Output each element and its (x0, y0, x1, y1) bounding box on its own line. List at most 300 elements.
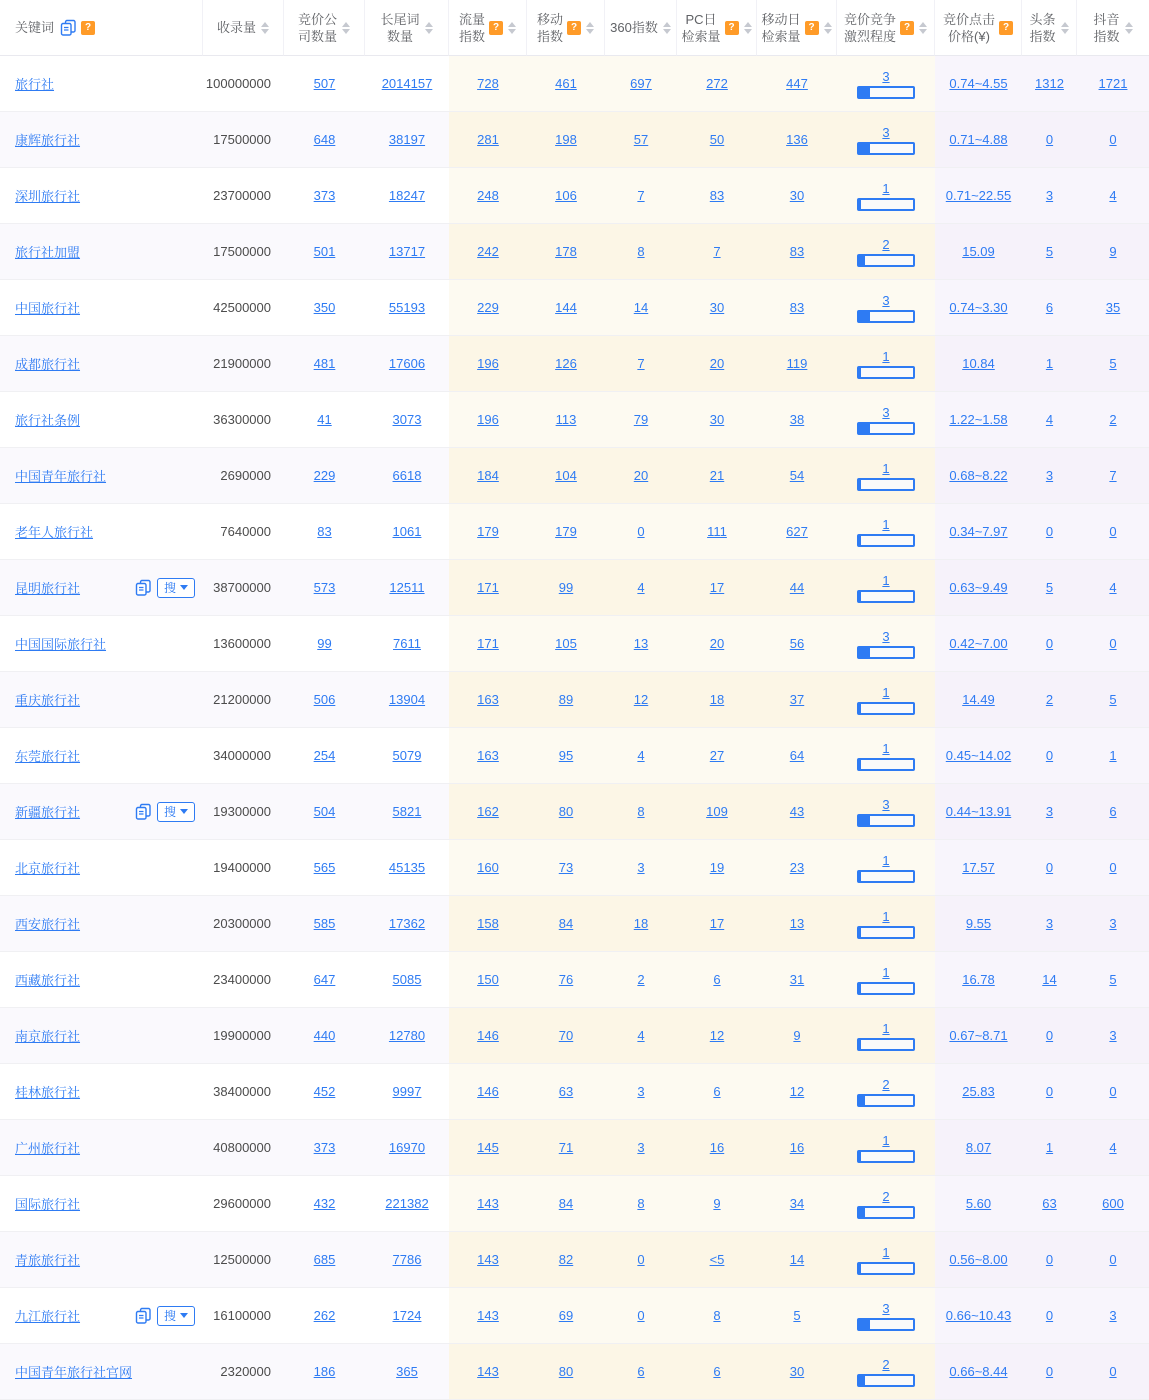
keyword-link[interactable]: 康辉旅行社 (15, 133, 81, 148)
pc_daily-link[interactable]: 7 (713, 244, 721, 259)
competition-level-link[interactable]: 3 (882, 68, 890, 84)
help-icon[interactable]: ? (81, 21, 95, 35)
companies-link[interactable]: 83 (317, 524, 332, 539)
keyword-link[interactable]: 中国青年旅行社 (15, 469, 107, 484)
companies-link[interactable]: 186 (313, 1364, 336, 1379)
longtail-link[interactable]: 12780 (388, 1028, 426, 1043)
keyword-link[interactable]: 中国旅行社 (15, 301, 81, 316)
keyword-link[interactable]: 北京旅行社 (15, 861, 81, 876)
mobile-link[interactable]: 95 (558, 748, 574, 763)
longtail-link[interactable]: 16970 (388, 1140, 426, 1155)
traffic-link[interactable]: 146 (477, 1084, 499, 1099)
mobile_daily-link[interactable]: 54 (789, 468, 805, 483)
companies-link[interactable]: 506 (313, 692, 336, 707)
toutiao-link[interactable]: 2 (1045, 692, 1054, 707)
search-dropdown-button[interactable] (157, 578, 195, 598)
pc_daily-link[interactable]: 17 (709, 916, 725, 931)
idx360-link[interactable]: 2 (637, 972, 645, 987)
price-link[interactable]: 15.09 (962, 244, 995, 259)
douyin-link[interactable]: 5 (1109, 692, 1117, 707)
pc_daily-link[interactable]: 18 (709, 692, 725, 707)
companies-link[interactable]: 432 (313, 1196, 336, 1211)
idx360-link[interactable]: 0 (637, 1308, 645, 1323)
traffic-link[interactable]: 184 (477, 468, 499, 483)
mobile_daily-link[interactable]: 56 (789, 636, 805, 651)
mobile-link[interactable]: 104 (555, 468, 577, 483)
mobile_daily-link[interactable]: 44 (789, 580, 805, 595)
price-link[interactable]: 10.84 (962, 356, 995, 371)
idx360-link[interactable]: 8 (637, 804, 645, 819)
pc_daily-link[interactable]: 21 (709, 468, 725, 483)
competition-level-link[interactable]: 1 (882, 180, 890, 196)
traffic-link[interactable]: 145 (477, 1140, 499, 1155)
sort-icon[interactable] (425, 22, 433, 34)
mobile_daily-link[interactable]: 43 (789, 804, 805, 819)
longtail-link[interactable]: 17362 (388, 916, 426, 931)
douyin-link[interactable]: 3 (1109, 1028, 1117, 1043)
pc_daily-link[interactable]: 30 (709, 300, 725, 315)
competition-level-link[interactable]: 3 (882, 404, 890, 420)
price-link[interactable]: 0.66~10.43 (945, 1308, 1012, 1323)
companies-link[interactable]: 254 (313, 748, 336, 763)
price-link[interactable]: 0.42~7.00 (949, 636, 1008, 651)
douyin-link[interactable]: 3 (1109, 1308, 1117, 1323)
pc_daily-link[interactable]: 272 (706, 76, 728, 91)
pc_daily-link[interactable]: 17 (709, 580, 725, 595)
competition-level-link[interactable]: 2 (882, 236, 890, 252)
douyin-link[interactable]: 6 (1109, 804, 1117, 819)
mobile-link[interactable]: 76 (558, 972, 574, 987)
price-link[interactable]: 0.56~8.00 (949, 1252, 1008, 1267)
longtail-link[interactable]: 5079 (392, 748, 422, 763)
traffic-link[interactable]: 179 (477, 524, 499, 539)
traffic-link[interactable]: 281 (477, 132, 499, 147)
mobile_daily-link[interactable]: 119 (786, 356, 808, 371)
pc_daily-link[interactable]: 30 (709, 412, 725, 427)
longtail-link[interactable]: 6618 (392, 468, 422, 483)
competition-level-link[interactable]: 3 (882, 796, 890, 812)
mobile-link[interactable]: 106 (555, 188, 577, 203)
pc_daily-link[interactable]: 50 (709, 132, 725, 147)
traffic-link[interactable]: 160 (477, 860, 499, 875)
mobile-link[interactable]: 80 (558, 804, 574, 819)
competition-level-link[interactable]: 1 (882, 572, 890, 588)
toutiao-link[interactable]: 0 (1045, 1252, 1054, 1267)
douyin-link[interactable]: 5 (1109, 356, 1117, 371)
sort-icon[interactable] (508, 22, 516, 34)
sort-icon[interactable] (663, 22, 671, 34)
longtail-link[interactable]: 13717 (388, 244, 426, 259)
sort-icon[interactable] (824, 22, 832, 34)
competition-level-link[interactable]: 1 (882, 516, 890, 532)
mobile_daily-link[interactable]: 5 (793, 1308, 801, 1323)
keyword-link[interactable]: 深圳旅行社 (15, 189, 81, 204)
price-link[interactable]: 0.66~8.44 (949, 1364, 1008, 1379)
sort-icon[interactable] (919, 22, 927, 34)
pc_daily-link[interactable]: 109 (706, 804, 728, 819)
pc_daily-link[interactable]: 8 (713, 1308, 721, 1323)
companies-link[interactable]: 262 (313, 1308, 336, 1323)
competition-level-link[interactable]: 2 (882, 1188, 890, 1204)
help-icon[interactable]: ? (900, 21, 914, 35)
traffic-link[interactable]: 150 (477, 972, 499, 987)
idx360-link[interactable]: 3 (637, 1084, 645, 1099)
idx360-link[interactable]: 12 (633, 692, 649, 707)
competition-level-link[interactable]: 1 (882, 684, 890, 700)
traffic-link[interactable]: 248 (477, 188, 499, 203)
sort-icon[interactable] (261, 22, 269, 34)
keyword-link[interactable]: 桂林旅行社 (15, 1085, 81, 1100)
mobile-link[interactable]: 113 (555, 412, 577, 427)
mobile-link[interactable]: 70 (558, 1028, 574, 1043)
douyin-link[interactable]: 0 (1109, 1084, 1117, 1099)
douyin-link[interactable]: 600 (1102, 1196, 1124, 1211)
keyword-link[interactable]: 九江旅行社 (15, 1309, 81, 1324)
idx360-link[interactable]: 8 (637, 1196, 645, 1211)
competition-level-link[interactable]: 1 (882, 964, 890, 980)
longtail-link[interactable]: 55193 (388, 300, 426, 315)
search-dropdown-button[interactable] (157, 1306, 195, 1326)
competition-level-link[interactable]: 1 (882, 908, 890, 924)
idx360-link[interactable]: 57 (633, 132, 649, 147)
mobile-link[interactable]: 178 (555, 244, 577, 259)
douyin-link[interactable]: 5 (1109, 972, 1117, 987)
longtail-link[interactable]: 38197 (388, 132, 426, 147)
mobile-link[interactable]: 73 (558, 860, 574, 875)
toutiao-link[interactable]: 6 (1045, 300, 1054, 315)
competition-level-link[interactable]: 1 (882, 852, 890, 868)
mobile_daily-link[interactable]: 83 (789, 244, 805, 259)
sort-icon[interactable] (1125, 22, 1133, 34)
traffic-link[interactable]: 143 (477, 1196, 499, 1211)
pc_daily-link[interactable]: <5 (709, 1252, 725, 1267)
competition-level-link[interactable]: 1 (882, 460, 890, 476)
mobile-link[interactable]: 89 (558, 692, 574, 707)
douyin-link[interactable]: 4 (1109, 580, 1117, 595)
longtail-link[interactable]: 2014157 (381, 76, 433, 91)
longtail-link[interactable]: 17606 (388, 356, 426, 371)
companies-link[interactable]: 452 (313, 1084, 336, 1099)
douyin-link[interactable]: 1721 (1098, 76, 1128, 91)
price-link[interactable]: 8.07 (965, 1140, 992, 1155)
keyword-link[interactable]: 东莞旅行社 (15, 749, 81, 764)
toutiao-link[interactable]: 5 (1045, 580, 1054, 595)
longtail-link[interactable]: 18247 (388, 188, 426, 203)
help-icon[interactable]: ? (805, 21, 819, 35)
competition-level-link[interactable]: 3 (882, 1300, 890, 1316)
toutiao-link[interactable]: 4 (1045, 412, 1054, 427)
mobile_daily-link[interactable]: 23 (789, 860, 805, 875)
toutiao-link[interactable]: 0 (1045, 1308, 1054, 1323)
toutiao-link[interactable]: 14 (1042, 972, 1057, 987)
companies-link[interactable]: 373 (313, 188, 336, 203)
idx360-link[interactable]: 3 (637, 860, 645, 875)
douyin-link[interactable]: 4 (1109, 1140, 1117, 1155)
mobile-link[interactable]: 126 (555, 356, 577, 371)
search-dropdown-button[interactable] (157, 802, 195, 822)
keyword-link[interactable]: 南京旅行社 (15, 1029, 81, 1044)
pc_daily-link[interactable]: 6 (713, 972, 721, 987)
keyword-link[interactable]: 西安旅行社 (15, 917, 81, 932)
idx360-link[interactable]: 7 (637, 356, 645, 371)
keyword-link[interactable]: 青旅旅行社 (15, 1253, 81, 1268)
longtail-link[interactable]: 221382 (385, 1196, 429, 1211)
price-link[interactable]: 0.71~4.88 (949, 132, 1008, 147)
toutiao-link[interactable]: 1312 (1035, 76, 1064, 91)
mobile_daily-link[interactable]: 13 (789, 916, 805, 931)
douyin-link[interactable]: 0 (1109, 636, 1117, 651)
toutiao-link[interactable]: 0 (1045, 860, 1054, 875)
companies-link[interactable]: 440 (313, 1028, 336, 1043)
price-link[interactable]: 0.67~8.71 (949, 1028, 1008, 1043)
companies-link[interactable]: 41 (317, 412, 332, 427)
price-link[interactable]: 0.34~7.97 (949, 524, 1008, 539)
traffic-link[interactable]: 143 (477, 1308, 499, 1323)
competition-level-link[interactable]: 3 (882, 124, 890, 140)
idx360-link[interactable]: 4 (637, 748, 645, 763)
pc_daily-link[interactable]: 6 (713, 1364, 721, 1379)
toutiao-link[interactable]: 63 (1042, 1196, 1057, 1211)
idx360-link[interactable]: 0 (637, 1252, 645, 1267)
toutiao-link[interactable]: 5 (1045, 244, 1054, 259)
longtail-link[interactable]: 5821 (392, 804, 422, 819)
traffic-link[interactable]: 171 (477, 636, 499, 651)
mobile_daily-link[interactable]: 136 (786, 132, 808, 147)
traffic-link[interactable]: 728 (477, 76, 499, 91)
idx360-link[interactable]: 79 (633, 412, 649, 427)
price-link[interactable]: 14.49 (962, 692, 995, 707)
idx360-link[interactable]: 7 (637, 188, 645, 203)
pc_daily-link[interactable]: 111 (707, 524, 727, 539)
douyin-link[interactable]: 2 (1109, 412, 1117, 427)
competition-level-link[interactable]: 3 (882, 292, 890, 308)
mobile-link[interactable]: 179 (555, 524, 577, 539)
mobile-link[interactable]: 461 (555, 76, 577, 91)
longtail-link[interactable]: 1061 (392, 524, 422, 539)
copy-icon[interactable] (135, 579, 152, 596)
idx360-link[interactable]: 0 (637, 524, 645, 539)
douyin-link[interactable]: 1 (1109, 748, 1117, 763)
toutiao-link[interactable]: 0 (1045, 1028, 1054, 1043)
traffic-link[interactable]: 163 (477, 748, 499, 763)
companies-link[interactable]: 507 (313, 76, 336, 91)
copy-icon[interactable] (60, 19, 77, 36)
price-link[interactable]: 1.22~1.58 (949, 412, 1008, 427)
toutiao-link[interactable]: 3 (1045, 188, 1054, 203)
mobile_daily-link[interactable]: 627 (786, 524, 808, 539)
traffic-link[interactable]: 171 (477, 580, 499, 595)
keyword-link[interactable]: 中国青年旅行社官网 (15, 1365, 133, 1380)
idx360-link[interactable]: 4 (637, 580, 645, 595)
competition-level-link[interactable]: 2 (882, 1356, 890, 1372)
toutiao-link[interactable]: 0 (1045, 524, 1054, 539)
toutiao-link[interactable]: 0 (1045, 132, 1054, 147)
mobile_daily-link[interactable]: 31 (789, 972, 805, 987)
price-link[interactable]: 0.74~4.55 (949, 76, 1008, 91)
idx360-link[interactable]: 697 (630, 76, 652, 91)
mobile-link[interactable]: 63 (558, 1084, 574, 1099)
toutiao-link[interactable]: 0 (1045, 636, 1054, 651)
idx360-link[interactable]: 4 (637, 1028, 645, 1043)
companies-link[interactable]: 504 (313, 804, 336, 819)
longtail-link[interactable]: 7786 (392, 1252, 422, 1267)
keyword-link[interactable]: 成都旅行社 (15, 357, 81, 372)
toutiao-link[interactable]: 3 (1045, 916, 1054, 931)
price-link[interactable]: 0.71~22.55 (945, 188, 1012, 203)
price-link[interactable]: 17.57 (962, 860, 995, 875)
competition-level-link[interactable]: 2 (882, 1076, 890, 1092)
pc_daily-link[interactable]: 12 (709, 1028, 725, 1043)
mobile-link[interactable]: 144 (555, 300, 577, 315)
toutiao-link[interactable]: 1 (1045, 1140, 1054, 1155)
mobile_daily-link[interactable]: 64 (789, 748, 805, 763)
longtail-link[interactable]: 365 (396, 1364, 418, 1379)
keyword-link[interactable]: 旅行社 (15, 77, 55, 92)
pc_daily-link[interactable]: 9 (713, 1196, 721, 1211)
longtail-link[interactable]: 13904 (388, 692, 426, 707)
idx360-link[interactable]: 14 (633, 300, 649, 315)
douyin-link[interactable]: 0 (1109, 1252, 1117, 1267)
idx360-link[interactable]: 20 (633, 468, 649, 483)
keyword-link[interactable]: 国际旅行社 (15, 1197, 81, 1212)
competition-level-link[interactable]: 1 (882, 1132, 890, 1148)
competition-level-link[interactable]: 3 (882, 628, 890, 644)
mobile_daily-link[interactable]: 16 (789, 1140, 805, 1155)
douyin-link[interactable]: 3 (1109, 916, 1117, 931)
price-link[interactable]: 9.55 (965, 916, 992, 931)
douyin-link[interactable]: 9 (1109, 244, 1117, 259)
longtail-link[interactable]: 9997 (392, 1084, 422, 1099)
pc_daily-link[interactable]: 83 (709, 188, 725, 203)
idx360-link[interactable]: 3 (637, 1140, 645, 1155)
idx360-link[interactable]: 13 (633, 636, 649, 651)
price-link[interactable]: 0.68~8.22 (949, 468, 1008, 483)
copy-icon[interactable] (135, 1307, 152, 1324)
traffic-link[interactable]: 196 (477, 412, 499, 427)
toutiao-link[interactable]: 0 (1045, 1364, 1054, 1379)
keyword-link[interactable]: 中国国际旅行社 (15, 637, 107, 652)
idx360-link[interactable]: 8 (637, 244, 645, 259)
companies-link[interactable]: 501 (313, 244, 336, 259)
idx360-link[interactable]: 18 (633, 916, 649, 931)
mobile_daily-link[interactable]: 34 (789, 1196, 805, 1211)
copy-icon[interactable] (135, 803, 152, 820)
traffic-link[interactable]: 158 (477, 916, 499, 931)
mobile_daily-link[interactable]: 37 (789, 692, 805, 707)
mobile-link[interactable]: 80 (558, 1364, 574, 1379)
mobile-link[interactable]: 84 (558, 1196, 574, 1211)
mobile_daily-link[interactable]: 447 (786, 76, 808, 91)
mobile_daily-link[interactable]: 9 (793, 1028, 801, 1043)
douyin-link[interactable]: 0 (1109, 132, 1117, 147)
toutiao-link[interactable]: 1 (1045, 356, 1054, 371)
keyword-link[interactable]: 广州旅行社 (15, 1141, 81, 1156)
companies-link[interactable]: 648 (313, 132, 336, 147)
companies-link[interactable]: 350 (313, 300, 336, 315)
companies-link[interactable]: 647 (313, 972, 336, 987)
price-link[interactable]: 0.45~14.02 (945, 748, 1012, 763)
companies-link[interactable]: 99 (317, 636, 332, 651)
traffic-link[interactable]: 196 (477, 356, 499, 371)
traffic-link[interactable]: 163 (477, 692, 499, 707)
mobile_daily-link[interactable]: 12 (789, 1084, 805, 1099)
traffic-link[interactable]: 146 (477, 1028, 499, 1043)
longtail-link[interactable]: 3073 (392, 412, 422, 427)
price-link[interactable]: 0.44~13.91 (945, 804, 1012, 819)
mobile-link[interactable]: 69 (558, 1308, 574, 1323)
toutiao-link[interactable]: 0 (1045, 748, 1054, 763)
mobile-link[interactable]: 198 (555, 132, 577, 147)
traffic-link[interactable]: 162 (477, 804, 499, 819)
longtail-link[interactable]: 5085 (392, 972, 422, 987)
pc_daily-link[interactable]: 20 (709, 636, 725, 651)
mobile-link[interactable]: 84 (558, 916, 574, 931)
price-link[interactable]: 16.78 (962, 972, 995, 987)
price-link[interactable]: 0.74~3.30 (949, 300, 1008, 315)
mobile_daily-link[interactable]: 30 (789, 1364, 805, 1379)
mobile_daily-link[interactable]: 14 (789, 1252, 805, 1267)
toutiao-link[interactable]: 3 (1045, 804, 1054, 819)
keyword-link[interactable]: 旅行社条例 (15, 413, 81, 428)
douyin-link[interactable]: 35 (1105, 300, 1121, 315)
toutiao-link[interactable]: 0 (1045, 1084, 1054, 1099)
companies-link[interactable]: 573 (313, 580, 336, 595)
pc_daily-link[interactable]: 20 (709, 356, 725, 371)
pc_daily-link[interactable]: 27 (709, 748, 725, 763)
keyword-link[interactable]: 昆明旅行社 (15, 581, 81, 596)
keyword-link[interactable]: 重庆旅行社 (15, 693, 81, 708)
help-icon[interactable]: ? (999, 21, 1013, 35)
longtail-link[interactable]: 1724 (392, 1308, 422, 1323)
keyword-link[interactable]: 新疆旅行社 (15, 805, 81, 820)
sort-icon[interactable] (744, 22, 752, 34)
longtail-link[interactable]: 45135 (388, 860, 426, 875)
competition-level-link[interactable]: 1 (882, 348, 890, 364)
pc_daily-link[interactable]: 16 (709, 1140, 725, 1155)
douyin-link[interactable]: 7 (1109, 468, 1117, 483)
toutiao-link[interactable]: 3 (1045, 468, 1054, 483)
price-link[interactable]: 0.63~9.49 (949, 580, 1008, 595)
douyin-link[interactable]: 0 (1109, 860, 1117, 875)
douyin-link[interactable]: 4 (1109, 188, 1117, 203)
mobile-link[interactable]: 99 (558, 580, 574, 595)
traffic-link[interactable]: 242 (477, 244, 499, 259)
keyword-link[interactable]: 老年人旅行社 (15, 525, 94, 540)
idx360-link[interactable]: 6 (637, 1364, 645, 1379)
competition-level-link[interactable]: 1 (882, 1020, 890, 1036)
keyword-link[interactable]: 旅行社加盟 (15, 245, 81, 260)
longtail-link[interactable]: 7611 (393, 636, 421, 651)
companies-link[interactable]: 565 (313, 860, 336, 875)
sort-icon[interactable] (1061, 22, 1069, 34)
pc_daily-link[interactable]: 6 (713, 1084, 721, 1099)
sort-icon[interactable] (586, 22, 594, 34)
mobile-link[interactable]: 71 (558, 1140, 574, 1155)
traffic-link[interactable]: 229 (477, 300, 499, 315)
companies-link[interactable]: 229 (313, 468, 336, 483)
mobile-link[interactable]: 105 (555, 636, 577, 651)
douyin-link[interactable]: 0 (1109, 1364, 1117, 1379)
companies-link[interactable]: 373 (313, 1140, 336, 1155)
companies-link[interactable]: 481 (313, 356, 336, 371)
companies-link[interactable]: 685 (313, 1252, 336, 1267)
mobile-link[interactable]: 82 (558, 1252, 574, 1267)
mobile_daily-link[interactable]: 30 (789, 188, 805, 203)
pc_daily-link[interactable]: 19 (709, 860, 725, 875)
price-link[interactable]: 25.83 (962, 1084, 995, 1099)
sort-icon[interactable] (342, 22, 350, 34)
traffic-link[interactable]: 143 (477, 1364, 499, 1379)
